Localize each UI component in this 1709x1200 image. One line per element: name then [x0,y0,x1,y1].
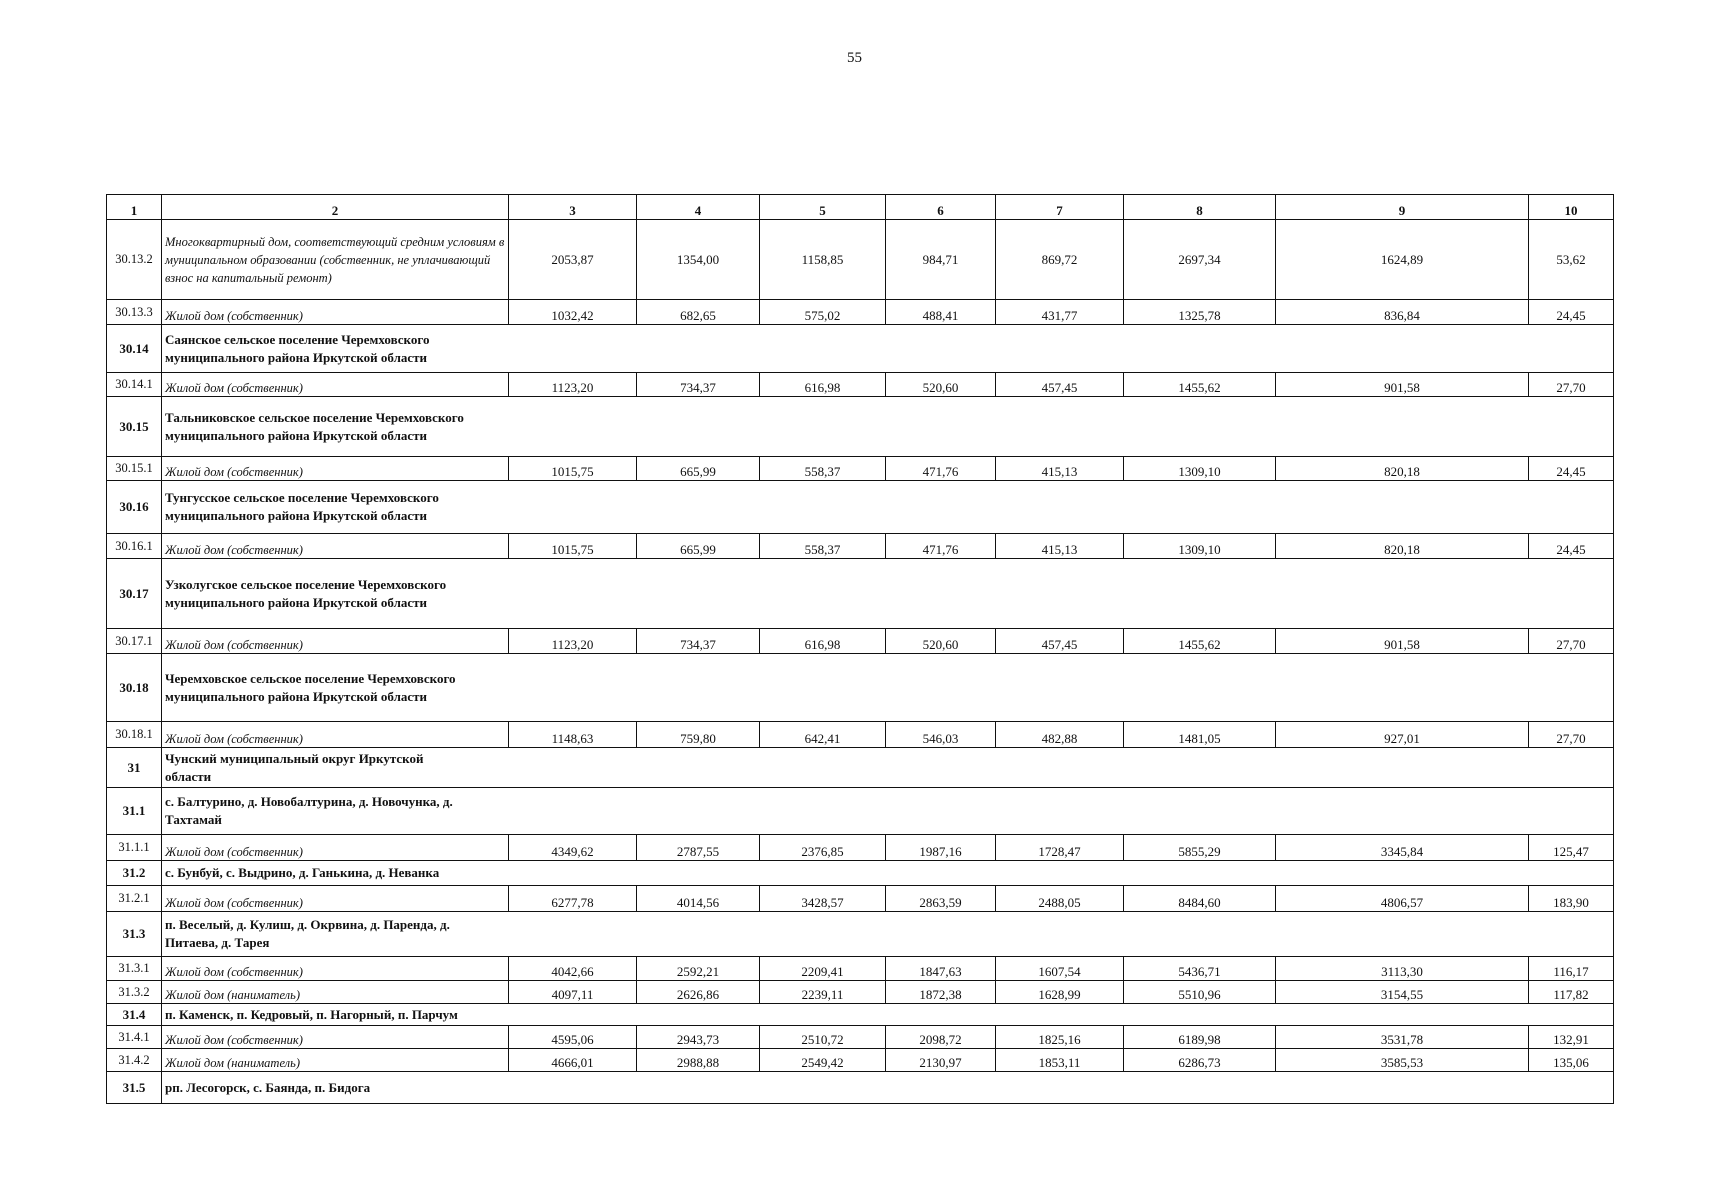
row-code: 30.15 [107,397,162,457]
value-cell: 4097,11 [509,981,637,1004]
row-code: 30.18.1 [107,722,162,748]
table-row [107,981,1614,1004]
value-cell: 27,70 [1529,373,1614,397]
row-code: 30.16.1 [107,534,162,559]
value-cell: 6189,98 [1124,1026,1276,1049]
value-cell: 901,58 [1276,629,1529,654]
section-row [107,788,1614,835]
value-cell: 2592,21 [637,957,760,981]
value-cell: 520,60 [886,629,996,654]
value-cell: 4042,66 [509,957,637,981]
value-cell: 431,77 [996,300,1124,325]
section-row [107,325,1614,373]
section-title: Узколугское сельское поселение Черемховского муниципального района Иркутской области [162,559,1614,629]
value-cell: 24,45 [1529,534,1614,559]
value-cell: 759,80 [637,722,760,748]
row-code: 30.13.3 [107,300,162,325]
value-cell: 2239,11 [760,981,886,1004]
table-row [107,957,1614,981]
row-code: 30.13.2 [107,220,162,300]
value-cell: 488,41 [886,300,996,325]
value-cell: 5855,29 [1124,835,1276,861]
column-number: 8 [1124,195,1276,220]
value-cell: 558,37 [760,534,886,559]
value-cell: 1624,89 [1276,220,1529,300]
value-cell: 1728,47 [996,835,1124,861]
value-cell: 2697,34 [1124,220,1276,300]
section-row [107,559,1614,629]
row-description: Жилой дом (собственник) [162,835,509,861]
column-number-row [107,195,1614,220]
value-cell: 1015,75 [509,534,637,559]
row-description: Жилой дом (собственник) [162,722,509,748]
row-code: 31.4.2 [107,1049,162,1072]
value-cell: 1032,42 [509,300,637,325]
row-description: Жилой дом (собственник) [162,886,509,912]
value-cell: 4806,57 [1276,886,1529,912]
column-number: 4 [637,195,760,220]
value-cell: 2488,05 [996,886,1124,912]
value-cell: 682,65 [637,300,760,325]
value-cell: 2209,41 [760,957,886,981]
value-cell: 546,03 [886,722,996,748]
value-cell: 1872,38 [886,981,996,1004]
value-cell: 53,62 [1529,220,1614,300]
column-number: 1 [107,195,162,220]
row-code: 30.16 [107,481,162,534]
value-cell: 869,72 [996,220,1124,300]
section-title: Тальниковское сельское поселение Черемховского муниципального района Иркутской области [162,397,1614,457]
value-cell: 2943,73 [637,1026,760,1049]
value-cell: 901,58 [1276,373,1529,397]
table-row [107,220,1614,300]
row-description: Жилой дом (наниматель) [162,981,509,1004]
value-cell: 3154,55 [1276,981,1529,1004]
table-body [107,195,1614,1104]
row-description: Жилой дом (наниматель) [162,1049,509,1072]
section-title: Саянское сельское поселение Черемховского муниципального района Иркутской области [162,325,1614,373]
table-row [107,835,1614,861]
column-number: 2 [162,195,509,220]
column-number: 5 [760,195,886,220]
column-number: 3 [509,195,637,220]
value-cell: 1148,63 [509,722,637,748]
value-cell: 1309,10 [1124,457,1276,481]
value-cell: 4014,56 [637,886,760,912]
value-cell: 520,60 [886,373,996,397]
value-cell: 132,91 [1529,1026,1614,1049]
column-number: 10 [1529,195,1614,220]
value-cell: 183,90 [1529,886,1614,912]
value-cell: 575,02 [760,300,886,325]
row-code: 30.17 [107,559,162,629]
value-cell: 665,99 [637,457,760,481]
table-row [107,534,1614,559]
table-row [107,886,1614,912]
row-code: 31.2.1 [107,886,162,912]
section-row [107,748,1614,788]
value-cell: 984,71 [886,220,996,300]
value-cell: 8484,60 [1124,886,1276,912]
section-row [107,912,1614,957]
value-cell: 927,01 [1276,722,1529,748]
row-code: 30.15.1 [107,457,162,481]
row-code: 31.1 [107,788,162,835]
value-cell: 1455,62 [1124,373,1276,397]
value-cell: 5436,71 [1124,957,1276,981]
section-title: с. Бунбуй, с. Выдрино, д. Ганькина, д. Неванка [162,861,1614,886]
value-cell: 820,18 [1276,534,1529,559]
value-cell: 1309,10 [1124,534,1276,559]
value-cell: 4666,01 [509,1049,637,1072]
row-code: 31.3 [107,912,162,957]
table-row [107,1026,1614,1049]
row-description: Жилой дом (собственник) [162,457,509,481]
value-cell: 6286,73 [1124,1049,1276,1072]
row-code: 30.17.1 [107,629,162,654]
value-cell: 3531,78 [1276,1026,1529,1049]
value-cell: 24,45 [1529,457,1614,481]
value-cell: 820,18 [1276,457,1529,481]
value-cell: 4595,06 [509,1026,637,1049]
row-code: 31.3.2 [107,981,162,1004]
section-title: п. Каменск, п. Кедровый, п. Нагорный, п. Парчум [162,1004,1614,1026]
row-description: Жилой дом (собственник) [162,1026,509,1049]
row-description: Жилой дом (собственник) [162,534,509,559]
row-code: 31.1.1 [107,835,162,861]
value-cell: 482,88 [996,722,1124,748]
row-code: 31.4.1 [107,1026,162,1049]
value-cell: 2787,55 [637,835,760,861]
value-cell: 642,41 [760,722,886,748]
row-code: 31.4 [107,1004,162,1026]
value-cell: 2863,59 [886,886,996,912]
value-cell: 1847,63 [886,957,996,981]
value-cell: 3585,53 [1276,1049,1529,1072]
value-cell: 5510,96 [1124,981,1276,1004]
column-number: 7 [996,195,1124,220]
value-cell: 1123,20 [509,629,637,654]
value-cell: 471,76 [886,534,996,559]
table-row [107,629,1614,654]
column-number: 9 [1276,195,1529,220]
row-description: Многоквартирный дом, соответствующий средним условиям в муниципальном образовании (собственник, не уплачивающий взнос на капитальный ремонт) [162,220,509,300]
value-cell: 836,84 [1276,300,1529,325]
row-code: 31.3.1 [107,957,162,981]
row-code: 31.5 [107,1072,162,1104]
row-code: 31 [107,748,162,788]
table-row [107,300,1614,325]
value-cell: 3345,84 [1276,835,1529,861]
value-cell: 471,76 [886,457,996,481]
row-description: Жилой дом (собственник) [162,300,509,325]
value-cell: 1853,11 [996,1049,1124,1072]
value-cell: 1015,75 [509,457,637,481]
page-number: 55 [847,50,862,66]
value-cell: 734,37 [637,629,760,654]
section-row [107,481,1614,534]
row-code: 30.14 [107,325,162,373]
value-cell: 1354,00 [637,220,760,300]
value-cell: 665,99 [637,534,760,559]
value-cell: 117,82 [1529,981,1614,1004]
value-cell: 3113,30 [1276,957,1529,981]
value-cell: 2988,88 [637,1049,760,1072]
value-cell: 4349,62 [509,835,637,861]
value-cell: 1325,78 [1124,300,1276,325]
value-cell: 24,45 [1529,300,1614,325]
value-cell: 2510,72 [760,1026,886,1049]
section-title: Черемховское сельское поселение Черемховского муниципального района Иркутской области [162,654,1614,722]
table-row [107,722,1614,748]
value-cell: 415,13 [996,534,1124,559]
value-cell: 3428,57 [760,886,886,912]
value-cell: 1825,16 [996,1026,1124,1049]
section-title: п. Веселый, д. Кулиш, д. Окрвина, д. Паренда, д. Питаева, д. Тарея [162,912,1614,957]
section-row [107,1004,1614,1026]
value-cell: 1481,05 [1124,722,1276,748]
section-title: рп. Лесогорск, с. Баянда, п. Бидога [162,1072,1614,1104]
value-cell: 1158,85 [760,220,886,300]
value-cell: 457,45 [996,629,1124,654]
value-cell: 457,45 [996,373,1124,397]
value-cell: 2549,42 [760,1049,886,1072]
value-cell: 116,17 [1529,957,1614,981]
row-code: 31.2 [107,861,162,886]
value-cell: 1628,99 [996,981,1124,1004]
value-cell: 2626,86 [637,981,760,1004]
tariff-table [106,194,1614,1104]
value-cell: 135,06 [1529,1049,1614,1072]
section-title: Чунский муниципальный округ Иркутской области [162,748,1614,788]
value-cell: 558,37 [760,457,886,481]
section-row [107,861,1614,886]
row-description: Жилой дом (собственник) [162,373,509,397]
value-cell: 616,98 [760,629,886,654]
table-row [107,457,1614,481]
section-row [107,654,1614,722]
value-cell: 125,47 [1529,835,1614,861]
value-cell: 1987,16 [886,835,996,861]
value-cell: 6277,78 [509,886,637,912]
value-cell: 27,70 [1529,629,1614,654]
value-cell: 2053,87 [509,220,637,300]
table-row [107,1049,1614,1072]
column-number: 6 [886,195,996,220]
value-cell: 2130,97 [886,1049,996,1072]
value-cell: 27,70 [1529,722,1614,748]
value-cell: 1607,54 [996,957,1124,981]
value-cell: 734,37 [637,373,760,397]
value-cell: 415,13 [996,457,1124,481]
section-row [107,397,1614,457]
value-cell: 2376,85 [760,835,886,861]
row-description: Жилой дом (собственник) [162,629,509,654]
value-cell: 616,98 [760,373,886,397]
value-cell: 1123,20 [509,373,637,397]
row-description: Жилой дом (собственник) [162,957,509,981]
row-code: 30.14.1 [107,373,162,397]
section-title: с. Балтурино, д. Новобалтурина, д. Новочунка, д. Тахтамай [162,788,1614,835]
table-row [107,373,1614,397]
section-title: Тунгусское сельское поселение Черемховского муниципального района Иркутской области [162,481,1614,534]
value-cell: 2098,72 [886,1026,996,1049]
value-cell: 1455,62 [1124,629,1276,654]
section-row [107,1072,1614,1104]
row-code: 30.18 [107,654,162,722]
